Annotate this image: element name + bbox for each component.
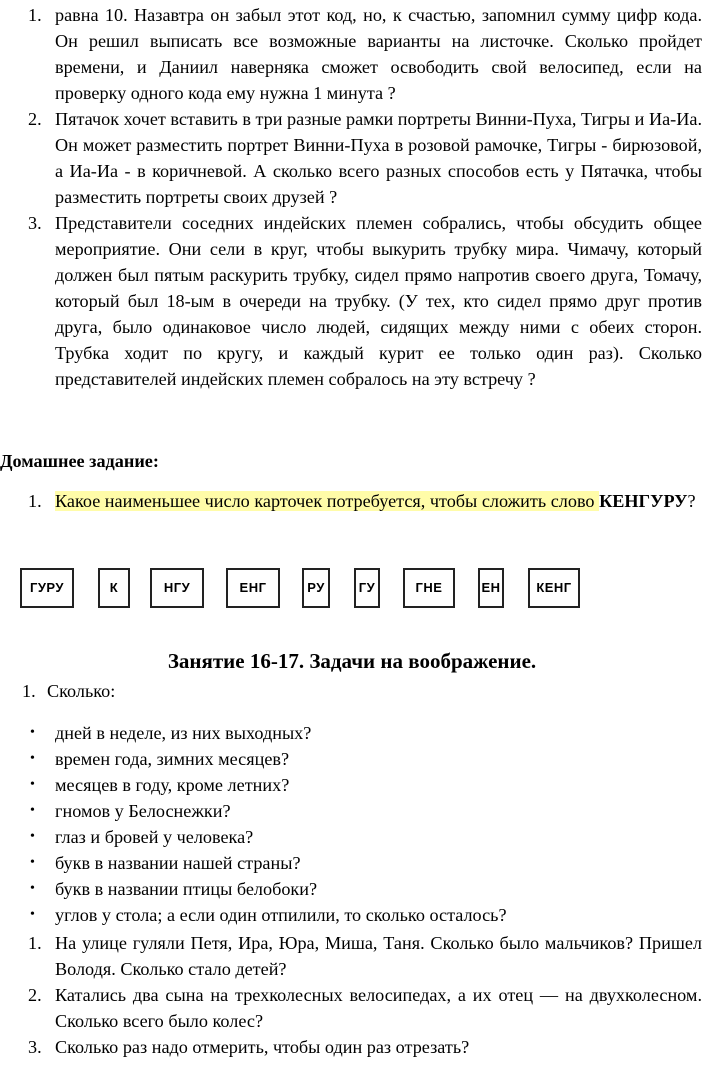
task-item-3 <box>0 210 704 392</box>
top-task-list <box>0 2 704 392</box>
bullet-text: глаз и бровей у человека? <box>55 827 254 847</box>
bullet-dot: • <box>30 725 35 740</box>
bullet-item <box>0 746 704 772</box>
task-text: равна 10. Назавтра он забыл этот код, но, к счастью, запомнил сумму цифр кода. Он решил выписать все возможные варианты на листочке. Сколько пройдет времени, и Даниил наверняка сможет освободить свой велосипед, если на проверку одного кода ему нужна 1 минута ? <box>55 5 702 103</box>
task-number: 2. <box>28 109 42 129</box>
bullet-dot: • <box>30 751 35 766</box>
task-item-2 <box>0 106 704 210</box>
homework-item <box>0 488 704 514</box>
card: ГУ <box>354 568 380 608</box>
bullet-item <box>0 876 704 902</box>
card: К <box>98 568 130 608</box>
bullet-dot: • <box>30 803 35 818</box>
card: НГУ <box>150 568 204 608</box>
bullet-dot: • <box>30 777 35 792</box>
bullet-item <box>0 772 704 798</box>
task-text: Представители соседних индейских племен собрались, чтобы обсудить общее мероприятие. Они сели в круг, чтобы выкурить трубку мира. Чимачу, который должен был пятым раскурить трубку, сидел прямо напротив своего друга, Томачу, который был 18-ым в очереди на трубку. (У тех, кто сидел прямо друг против друга, было одинаковое число людей, сидящих между ними с обеих сторон. Трубка ходит по кругу, и каждый курит ее только один раз). Сколько представителей индейских племен собралось на эту встречу ? <box>55 213 702 389</box>
lesson-task-item-3 <box>0 1034 704 1060</box>
bullet-item <box>0 850 704 876</box>
bullet-item <box>0 720 704 746</box>
task-text: На улице гуляли Петя, Ира, Юра, Миша, Таня. Сколько было мальчиков? Пришел Володя. Сколько стало детей? <box>55 933 702 979</box>
task-number: 3. <box>28 1037 42 1057</box>
bullet-dot: • <box>30 829 35 844</box>
task-text: Пятачок хочет вставить в три разные рамки портреты Винни-Пуха, Тигры и Иа-Иа. Он может разместить портрет Винни-Пуха в розовой рамочке, Тигры - бирюзовой, а Иа-Иа - в коричневой. А сколько всего разных способов есть у Пятачка, чтобы разместить портреты своих друзей ? <box>55 109 702 207</box>
homework-question-mark: ? <box>687 491 696 511</box>
lesson-task-item-2 <box>0 982 704 1034</box>
bullet-dot: • <box>30 855 35 870</box>
lesson-task-item-1 <box>0 930 704 982</box>
card: ЕНГ <box>226 568 280 608</box>
card-row <box>20 568 690 614</box>
task-text: Катались два сына на трехколесных велосипедах, а их отец — на двухколесном. Сколько всего было колес? <box>55 985 702 1031</box>
card: ГНЕ <box>403 568 455 608</box>
task-item-1 <box>0 2 704 106</box>
bullet-dot: • <box>30 881 35 896</box>
homework-text: Какое наименьшее число карточек потребуется, чтобы сложить слово <box>55 491 600 511</box>
card: РУ <box>302 568 330 608</box>
lesson-task-list <box>0 930 704 1060</box>
task-number: 3. <box>28 213 42 233</box>
count-bullet-list <box>0 720 704 928</box>
lesson-title: Занятие 16-17. Задачи на воображение. <box>167 649 537 673</box>
bullet-text: времен года, зимних месяцев? <box>55 749 290 769</box>
task-number: 2. <box>28 985 42 1005</box>
card: ГУРУ <box>20 568 74 608</box>
bullet-text: букв в названии нашей страны? <box>55 853 301 873</box>
question-label: Сколько: <box>47 681 116 701</box>
lesson-question <box>0 678 704 704</box>
homework-heading: Домашнее задание: <box>0 451 159 471</box>
bullet-text: дней в неделе, из них выходных? <box>55 723 312 743</box>
homework-list <box>0 488 704 514</box>
bullet-item <box>0 824 704 850</box>
bullet-text: месяцев в году, кроме летних? <box>55 775 290 795</box>
bullet-text: гномов у Белоснежки? <box>55 801 231 821</box>
question-number: 1. <box>22 681 36 701</box>
task-number: 1. <box>28 933 42 953</box>
bullet-dot: • <box>30 907 35 922</box>
homework-number: 1. <box>28 491 42 511</box>
bullet-item <box>0 798 704 824</box>
bullet-text: букв в названии птицы белобоки? <box>55 879 318 899</box>
task-number: 1. <box>28 5 42 25</box>
card: КЕНГ <box>528 568 580 608</box>
card: ЕН <box>478 568 504 608</box>
homework-word: КЕНГУРУ <box>599 491 688 511</box>
question-item <box>0 678 704 704</box>
bullet-text: углов у стола; а если один отпилили, то сколько осталось? <box>55 905 507 925</box>
task-text: Сколько раз надо отмерить, чтобы один раз отрезать? <box>55 1037 470 1057</box>
bullet-item <box>0 902 704 928</box>
